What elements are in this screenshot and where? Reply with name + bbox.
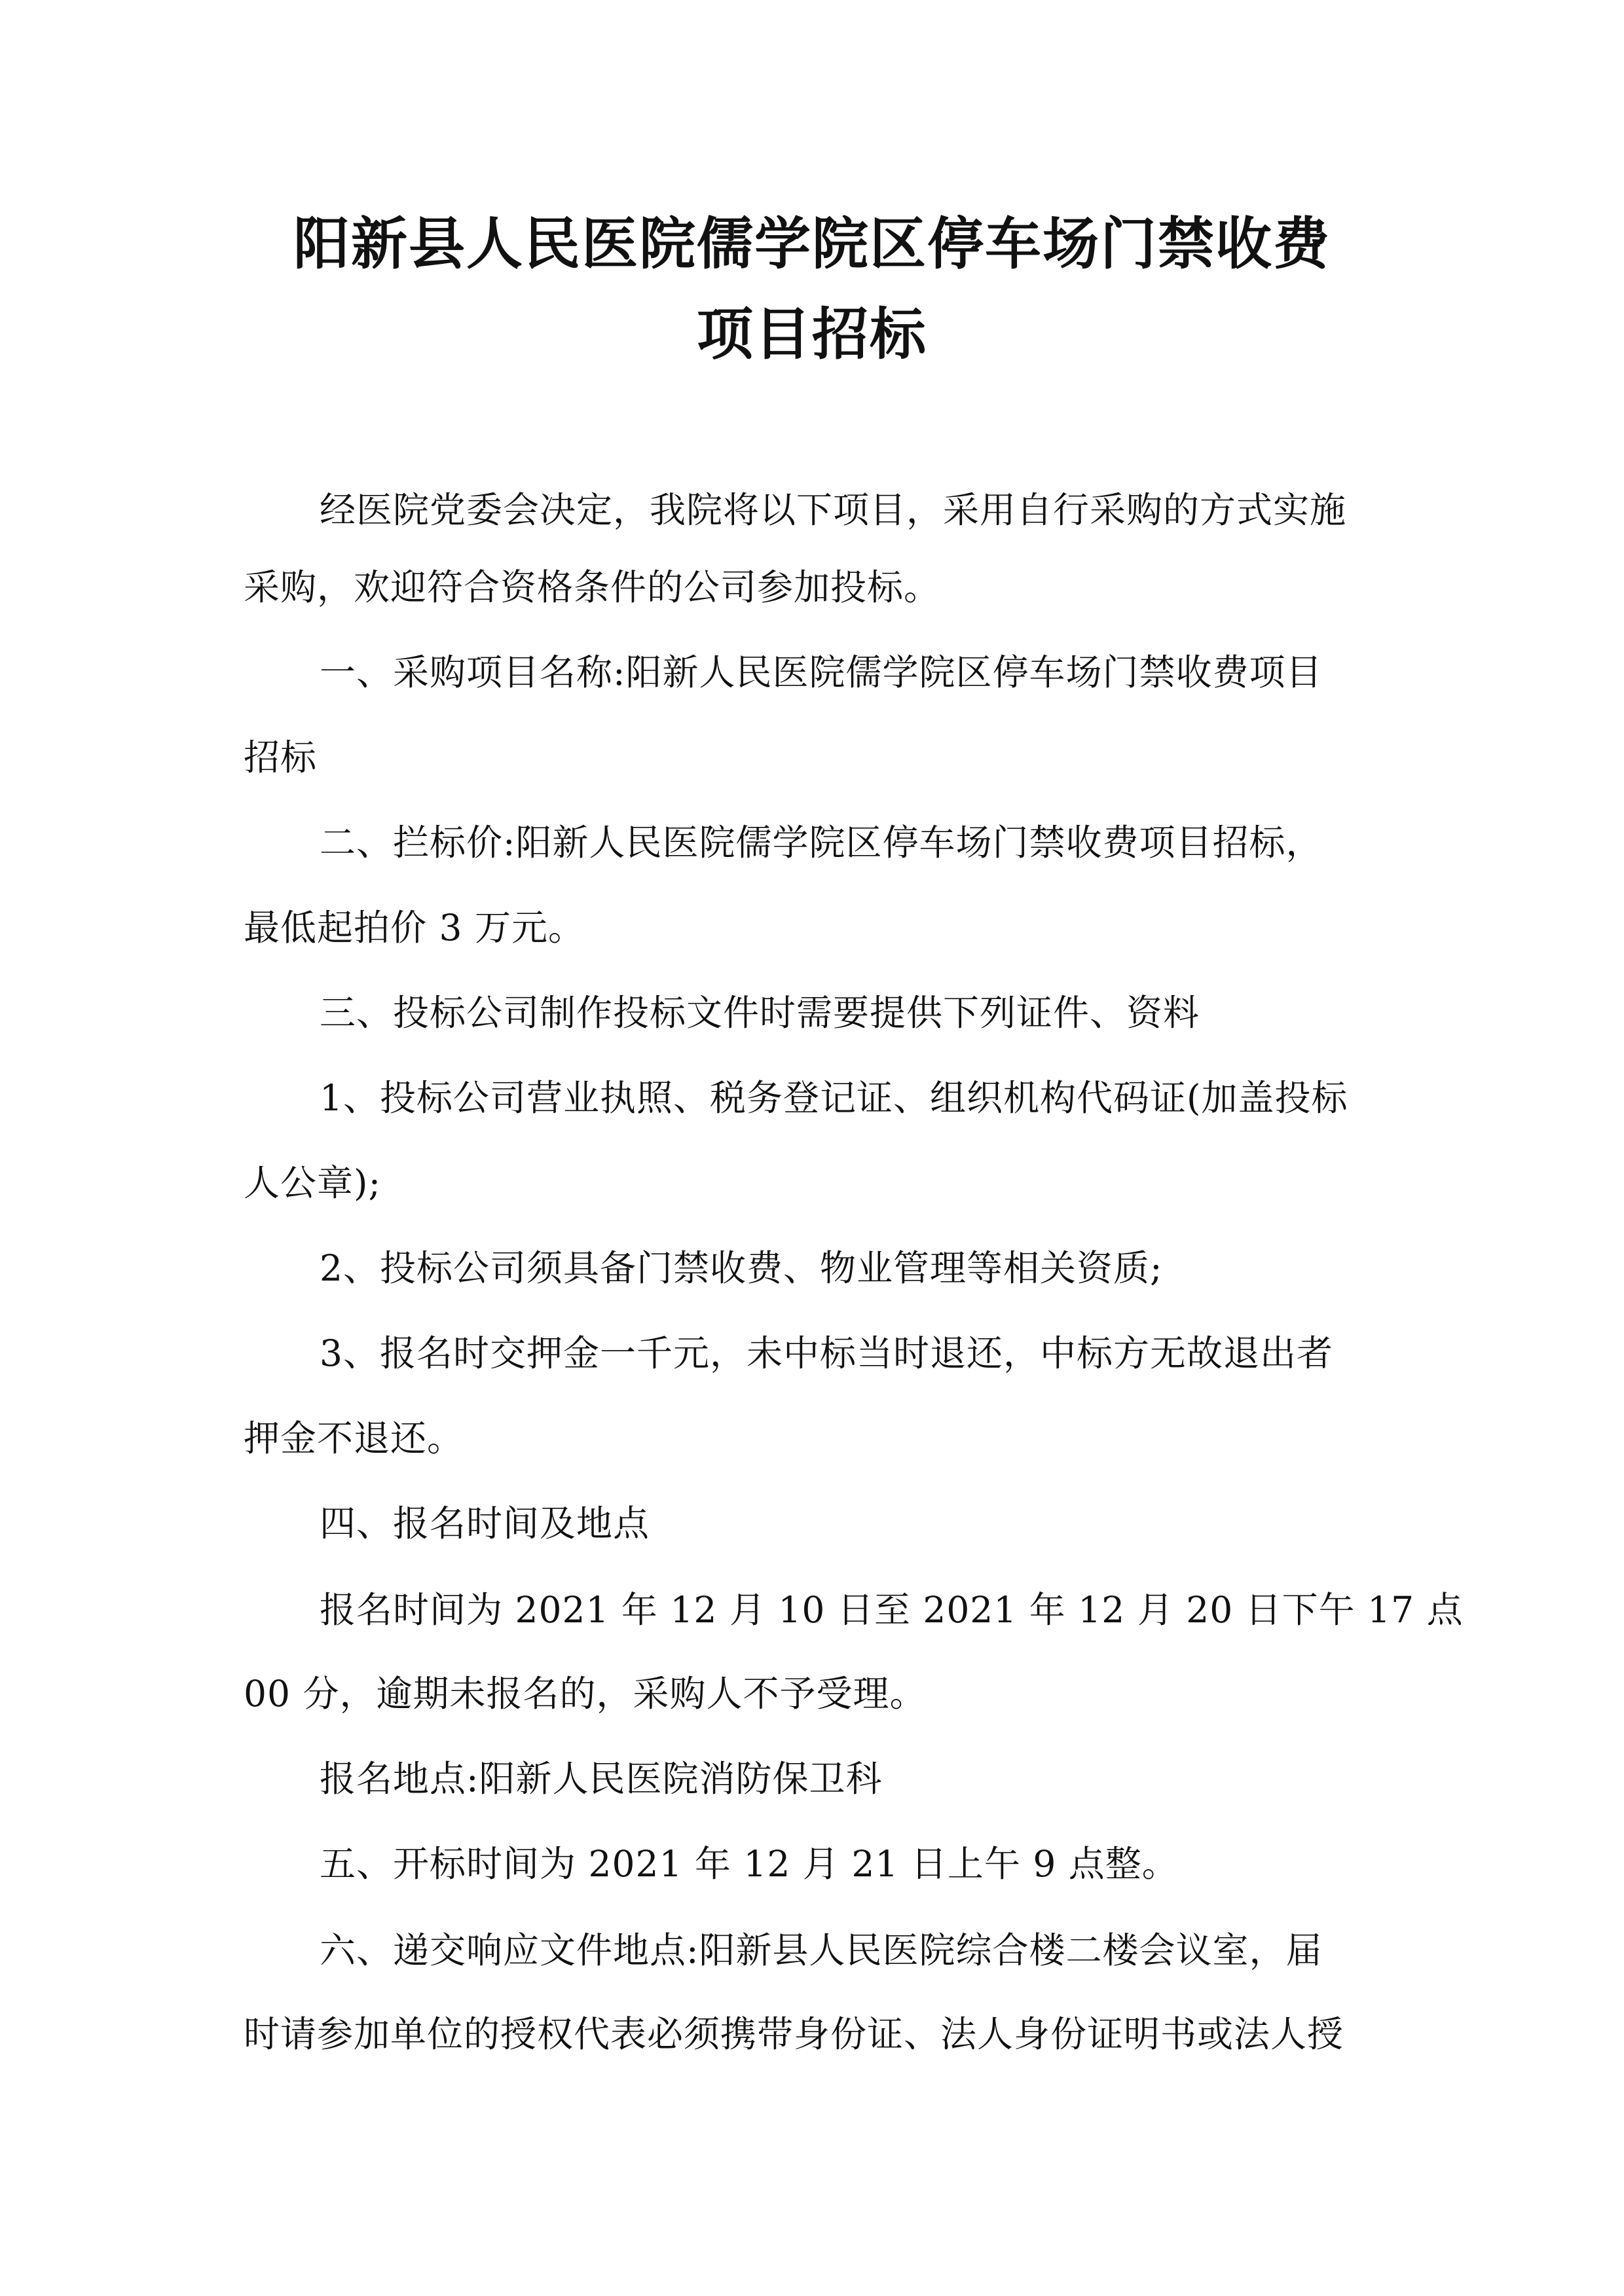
item-3-line-2: 押金不退还。 [244,1417,464,1459]
item-3-line-1: 3、报名时交押金一千元，未中标当时退还，中标方无故退出者 [320,1332,1333,1374]
item-2: 2、投标公司须具备门禁收费、物业管理等相关资质; [320,1247,1163,1289]
section-4-heading: 四、报名时间及地点 [320,1503,650,1544]
section-2-line-1: 二、拦标价:阳新人民医院儒学院区停车场门禁收费项目招标， [320,822,1323,864]
section-3-heading: 三、投标公司制作投标文件时需要提供下列证件、资料 [320,992,1200,1034]
section-1-line-2: 招标 [244,737,318,778]
registration-time-line-2: 00 分，逾期未报名的，采购人不予受理。 [244,1673,927,1715]
intro-line-2: 采购，欢迎符合资格条件的公司参加投标。 [244,566,941,608]
document-title-line-1: 阳新县人民医院儒学院区停车场门禁收费 [293,211,1331,277]
document-title-line-2: 项目招标 [697,302,927,367]
item-1-line-2: 人公章); [244,1162,381,1204]
section-6-line-2: 时请参加单位的授权代表必须携带身份证、法人身份证明书或法人授 [244,2013,1344,2055]
section-2-line-2: 最低起拍价 3 万元。 [244,907,585,949]
section-5: 五、开标时间为 2021 年 12 月 21 日上午 9 点整。 [320,1843,1179,1885]
section-1-line-1: 一、采购项目名称:阳新人民医院儒学院区停车场门禁收费项目 [320,651,1323,693]
intro-line-1: 经医院党委会决定，我院将以下项目，采用自行采购的方式实施 [320,489,1347,531]
item-1-line-1: 1、投标公司营业执照、税务登记证、组织机构代码证(加盖投标 [320,1077,1348,1119]
section-6-line-1: 六、递交响应文件地点:阳新县人民医院综合楼二楼会议室，届 [320,1929,1323,1971]
registration-place: 报名地点:阳新人民医院消防保卫科 [320,1758,883,1800]
registration-time-line-1: 报名时间为 2021 年 12 月 10 日至 2021 年 12 月 20 日下午 17 点 [320,1589,1464,1631]
